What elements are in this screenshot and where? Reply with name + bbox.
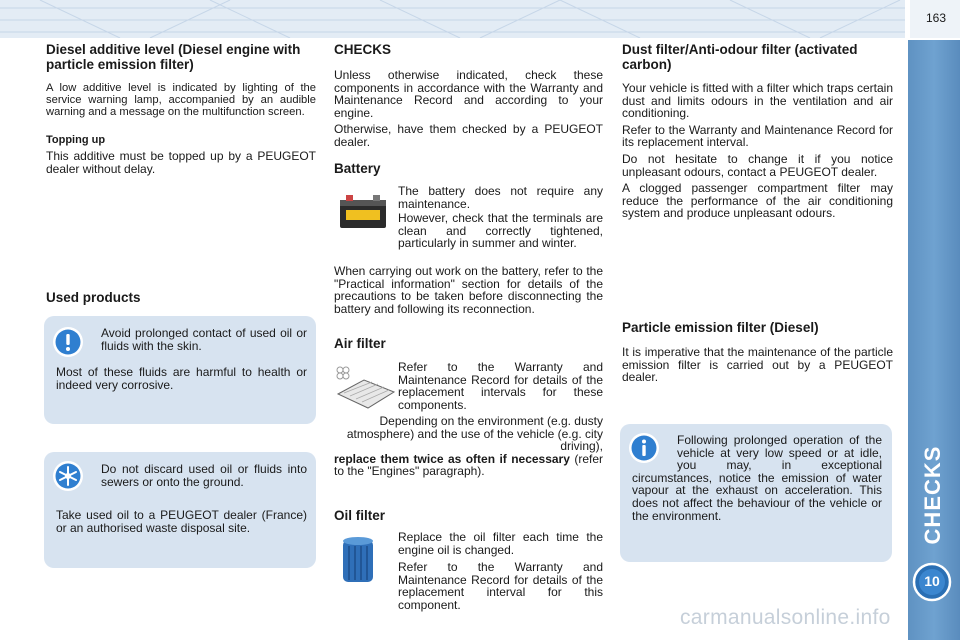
warning-line-2: Most of these fluids are harmful to health or indeed very corrosive. (56, 365, 307, 392)
oil-filter-change-text: Replace the oil filter each time the engine oil is changed. (398, 530, 603, 557)
dust-filter-clogged-text: A clogged passenger compartment filter may reduce the performance of the air conditioning system and produce unpleasant odours. (622, 181, 893, 221)
checks-dealer-text: Otherwise, have them checked by a PEUGEOT dealer. (334, 122, 603, 149)
dust-filter-fitted-text: Your vehicle is fitted with a filter which traps certain dust and limits odours in the ventilation and air conditioning. (622, 81, 893, 121)
air-filter-icon (334, 364, 396, 412)
topping-up-text: This additive must be topped up by a PEUGEOT dealer without delay. (46, 149, 316, 176)
warning-line-1: Avoid prolonged contact of used oil or fluids with the skin. (101, 326, 307, 353)
air-filter-env-ref: (refer to the "Engines" paragraph). (334, 451, 603, 479)
dust-filter-heading: Dust filter/Anti-odour filter (activated carbon) (622, 42, 858, 72)
column-left (46, 42, 316, 179)
particle-filter-text: It is imperative that the maintenance of the particle emission filter is carried out by a PEUGEOT dealer. (622, 345, 893, 385)
page-number: 163 (925, 11, 947, 25)
environment-box (44, 452, 316, 568)
used-products-heading: Used products (46, 290, 141, 305)
battery-heading: Battery (334, 161, 381, 176)
chapter-badge (912, 562, 952, 602)
info-box (620, 424, 892, 562)
chapter-title (905, 430, 960, 560)
info-box-content: Following prolonged operation of the vehicle at very low speed or at idle, you may, in exceptional circumstances, notice the emission of water vapour at the exhaust on acceleration. This does not affect the behaviour of the vehicle or the environment. (632, 433, 882, 523)
checks-intro-text: Unless otherwise indicated, check these components in accordance with the Warranty and Maintenance Record and according to your engine. (334, 68, 603, 120)
oil-filter-heading: Oil filter (334, 508, 386, 523)
info-box-text (632, 434, 882, 522)
air-filter-replace-bold: replace them twice as often if necessary (334, 451, 570, 466)
diesel-additive-heading: Diesel additive level (Diesel engine with particle emission filter) (46, 42, 301, 72)
header-band (0, 0, 905, 38)
dust-filter-interval-text: Refer to the Warranty and Maintenance Record for its replacement interval. (622, 122, 893, 150)
topping-up-heading: Topping up (46, 134, 106, 146)
page-number-box (908, 0, 960, 38)
column-right (622, 42, 893, 224)
checks-heading: CHECKS (334, 42, 392, 57)
warning-exclamation-icon (52, 326, 84, 358)
air-filter-warranty-text: Refer to the Warranty and Maintenance Record for details of the replacement intervals for these components. (398, 360, 603, 412)
chapter-title-text: CHECKS (920, 445, 945, 545)
column-middle (334, 42, 603, 153)
diesel-additive-text: A low additive level is indicated by lighting of the service warning lamp, accompanied by an audible warning and a message on the multifunction screen. (46, 82, 316, 118)
air-filter-heading: Air filter (334, 336, 386, 351)
info-text-indent (632, 434, 677, 470)
chapter-number: 10 (924, 573, 940, 589)
environment-line-2: Take used oil to a PEUGEOT dealer (France) or an authorised waste disposal site. (56, 508, 307, 535)
battery-icon (334, 190, 392, 232)
header-pattern (0, 0, 905, 38)
environment-line-1: Do not discard used oil or fluids into sewers or onto the ground. (101, 462, 307, 489)
environment-recycle-icon (52, 460, 84, 492)
air-filter-environment-text (334, 415, 603, 478)
dust-filter-odours-text: Do not hesitate to change it if you notice unpleasant odours, contact a PEUGEOT dealer. (622, 151, 893, 179)
battery-terminals-text: However, check that the terminals are clean and correctly tightened, particularly in summer and winter. (398, 211, 603, 251)
watermark-text: carmanualsonline.info (680, 606, 891, 629)
warning-box (44, 316, 316, 424)
battery-work-text: When carrying out work on the battery, refer to the "Practical information" section for details of the precautions to be taken before disconnecting the battery and following its reconnection. (334, 264, 603, 316)
oil-filter-warranty-text: Refer to the Warranty and Maintenance Record for details of the replacement interval for this component. (398, 560, 603, 612)
air-filter-env-intro: Depending on the environment (e.g. dusty atmosphere) and the use of the vehicle (e.g. city driving), (346, 414, 603, 454)
battery-maintenance-text: The battery does not require any maintenance. (398, 184, 603, 211)
oil-filter-icon (340, 536, 376, 586)
particle-filter-heading: Particle emission filter (Diesel) (622, 320, 819, 335)
